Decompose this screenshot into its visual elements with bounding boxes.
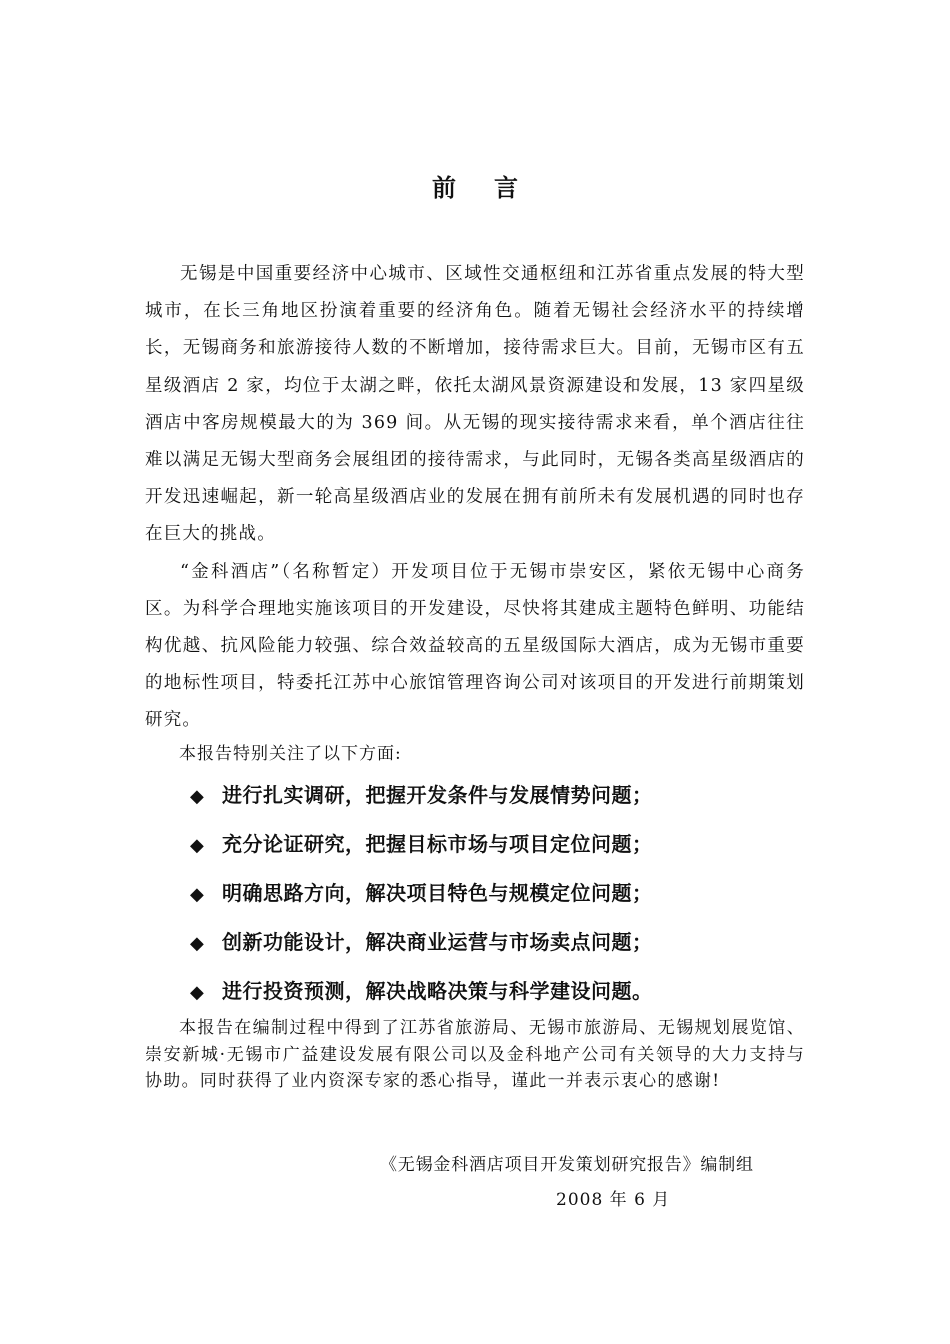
bullet-text: 充分论证研究，把握目标市场与项目定位问题； bbox=[222, 832, 653, 856]
list-item bbox=[190, 824, 810, 873]
diamond-bullet-icon: ◆ bbox=[190, 835, 205, 856]
bullet-text: 进行投资预测，解决战略决策与科学建设问题。 bbox=[222, 979, 653, 1003]
diamond-bullet-icon: ◆ bbox=[190, 982, 205, 1003]
list-item bbox=[190, 971, 810, 1020]
intro-text bbox=[145, 256, 805, 740]
signature-line: 《无锡金科酒店项目开发策划研究报告》编制组 bbox=[380, 1155, 754, 1175]
list-item bbox=[190, 873, 810, 922]
paragraph-acknowledgement: 本报告在编制过程中得到了江苏省旅游局、无锡市旅游局、无锡规划展览馆、崇安新城·无锡市广益建设发展有限公司以及金科地产公司有关领导的大力支持与协助。同时获得了业内资深专家的悉心指导，谨此一并表示衷心的感谢! bbox=[145, 1018, 805, 1091]
acknowledgement-text bbox=[145, 1015, 805, 1095]
page-title: 前言 bbox=[432, 174, 556, 202]
diamond-bullet-icon: ◆ bbox=[190, 786, 205, 807]
diamond-bullet-icon: ◆ bbox=[190, 933, 205, 954]
bullet-text: 创新功能设计，解决商业运营与市场卖点问题； bbox=[222, 930, 653, 954]
bullet-text: 明确思路方向，解决项目特色与规模定位问题； bbox=[222, 881, 653, 905]
bullet-text: 进行扎实调研，把握开发条件与发展情势问题； bbox=[222, 783, 653, 807]
paragraph-project-overview: “金科酒店”（名称暂定）开发项目位于无锡市崇安区，紧依无锡中心商务区。为科学合理地实施该项目的开发建设，尽快将其建成主题特色鲜明、功能结构优越、抗风险能力较强、综合效益较高的五星级国际大酒店，成为无锡市重要的地标性项目，特委托江苏中心旅馆管理咨询公司对该项目的开发进行前期策划研究。 bbox=[145, 561, 805, 731]
list-item bbox=[190, 922, 810, 971]
paragraph-city-background: 无锡是中国重要经济中心城市、区域性交通枢纽和江苏省重点发展的特大型城市，在长三角地区扮演着重要的经济角色。随着无锡社会经济水平的持续增长，无锡商务和旅游接待人数的不断增加，接待需求巨大。目前，无锡市区有五星级酒店 2 家，均位于太湖之畔，依托太湖风景资源建设和发展，13 家四星级酒店中客房规模最大的为 369 间。从无锡的现实接待需求来看，单个酒店往往难以满足无锡大型商务会展组团的接待需求，与此同时，无锡各类高星级酒店的开发迅速崛起，新一轮高星级酒店业的发展在拥有前所未有发展机遇的同时也存在巨大的挑战。 bbox=[145, 264, 805, 545]
list-item bbox=[190, 775, 810, 824]
focus-list bbox=[190, 775, 810, 1020]
diamond-bullet-icon: ◆ bbox=[190, 884, 205, 905]
focus-intro: 本报告特别关注了以下方面: bbox=[179, 744, 402, 764]
date-line: 2008 年 6 月 bbox=[556, 1190, 671, 1210]
